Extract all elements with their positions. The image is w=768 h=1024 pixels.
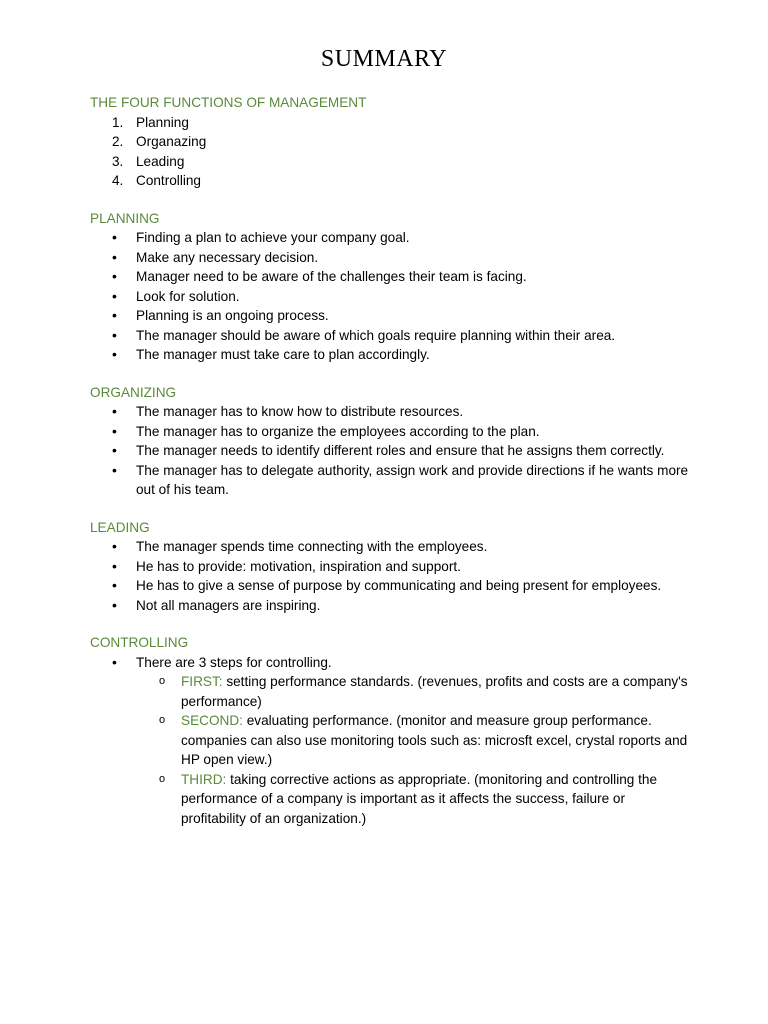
bullet-icon: •: [112, 557, 117, 574]
list-item: [90, 228, 690, 248]
list-item-text: The manager has to delegate authority, assign work and provide directions if he wants more out of his team.: [136, 462, 689, 497]
list-number: 1.: [112, 114, 124, 130]
list-item-text: Manager need to be aware of the challenges their team is facing.: [136, 269, 527, 284]
bullet-icon: •: [112, 248, 117, 265]
list-item: [90, 287, 690, 307]
leading-list: [90, 537, 690, 615]
step-text: taking corrective actions as appropriate. (monitoring and controlling the performance of a company is important as it affects the success, failure or profitability of an organization.): [181, 771, 658, 826]
list-item: [90, 113, 690, 133]
list-item-text: Make any necessary decision.: [136, 249, 319, 265]
step-text: setting performance standards. (revenues, profits and costs are a company's performance): [181, 674, 688, 709]
circle-bullet-icon: o: [159, 714, 166, 726]
section-organizing: [90, 383, 690, 500]
section-leading: [90, 518, 690, 616]
list-item: [90, 596, 690, 616]
bullet-icon: •: [112, 577, 117, 593]
list-item: [90, 402, 690, 422]
bullet-icon: •: [112, 403, 117, 419]
list-item: [90, 441, 690, 461]
step-label: THIRD:: [181, 771, 227, 787]
list-item: [90, 171, 690, 191]
section-heading-leading: LEADING: [90, 519, 150, 535]
list-item: [90, 345, 690, 365]
section-heading-controlling: CONTROLLING: [90, 635, 189, 650]
list-item: [90, 537, 690, 557]
list-item: [90, 326, 690, 346]
list-item-text: He has to provide: motivation, inspiration and support.: [136, 558, 461, 574]
step-label: SECOND:: [181, 713, 243, 728]
list-item-text: Not all managers are inspiring.: [136, 597, 321, 613]
list-item-text: The manager should be aware of which goals require planning within their area.: [136, 327, 616, 343]
list-item: [90, 152, 690, 172]
controlling-steps-list: [136, 672, 690, 828]
step-text: evaluating performance. (monitor and measure group performance. companies can also use monitoring tools such as: microsft excel, crystal roports and HP open view.): [181, 713, 688, 767]
list-item: [90, 248, 690, 268]
circle-bullet-icon: o: [159, 675, 166, 687]
list-number: 3.: [112, 153, 124, 169]
list-item: [90, 422, 690, 442]
functions-list: [90, 113, 690, 191]
section-heading-planning: PLANNING: [90, 210, 160, 226]
list-item-text: There are 3 steps for controlling.: [136, 654, 332, 670]
list-item-text: The manager has to organize the employees according to the plan.: [136, 423, 540, 439]
list-item-text: Look for solution.: [136, 288, 240, 304]
list-item: [90, 132, 690, 152]
bullet-icon: •: [112, 326, 117, 343]
sub-list-item: [90, 770, 690, 829]
controlling-list: [90, 653, 690, 829]
list-number: 4.: [112, 173, 124, 188]
bullet-icon: •: [112, 653, 117, 670]
step-label: FIRST:: [181, 674, 223, 689]
section-planning: [90, 209, 690, 365]
sub-list-item: [90, 672, 690, 711]
bullet-icon: •: [112, 538, 117, 554]
document-body: [90, 93, 690, 846]
section-functions: [90, 93, 690, 191]
list-item: [90, 267, 690, 287]
list-item-text: Controlling: [136, 173, 201, 188]
list-item-text: Planning is an ongoing process.: [136, 308, 329, 323]
bullet-icon: •: [112, 422, 117, 439]
list-item-text: The manager must take care to plan accordingly.: [136, 347, 430, 362]
bullet-icon: •: [112, 268, 117, 284]
list-item: [90, 306, 690, 326]
section-heading-functions: THE FOUR FUNCTIONS OF MANAGEMENT: [90, 95, 367, 110]
list-item-text: Leading: [136, 153, 185, 169]
list-item-text: The manager has to know how to distribute resources.: [136, 404, 464, 419]
list-item-text: The manager needs to identify different roles and ensure that he assigns them correctly.: [136, 443, 665, 458]
organizing-list: [90, 402, 690, 500]
bullet-icon: •: [112, 346, 117, 362]
section-controlling: [90, 633, 690, 828]
list-item: [90, 557, 690, 577]
bullet-icon: •: [112, 442, 117, 458]
bullet-icon: •: [112, 461, 117, 478]
list-item-text: Finding a plan to achieve your company goal.: [136, 230, 410, 245]
bullet-icon: •: [112, 287, 117, 304]
list-item-text: Organazing: [136, 134, 207, 149]
bullet-icon: •: [112, 229, 117, 245]
list-number: 2.: [112, 134, 124, 149]
list-item-text: He has to give a sense of purpose by communicating and being present for employees.: [136, 578, 662, 593]
bullet-icon: •: [112, 307, 117, 323]
sub-list-item: [90, 711, 690, 770]
planning-list: [90, 228, 690, 365]
bullet-icon: •: [112, 596, 117, 613]
list-item: [90, 653, 690, 829]
section-heading-organizing: ORGANIZING: [90, 384, 177, 400]
list-item-text: Planning: [136, 114, 189, 130]
circle-bullet-icon: o: [159, 772, 166, 785]
list-item-text: The manager spends time connecting with the employees.: [136, 539, 488, 554]
list-item: [90, 576, 690, 596]
list-item: [90, 461, 690, 500]
page-title: SUMMARY: [320, 46, 448, 72]
